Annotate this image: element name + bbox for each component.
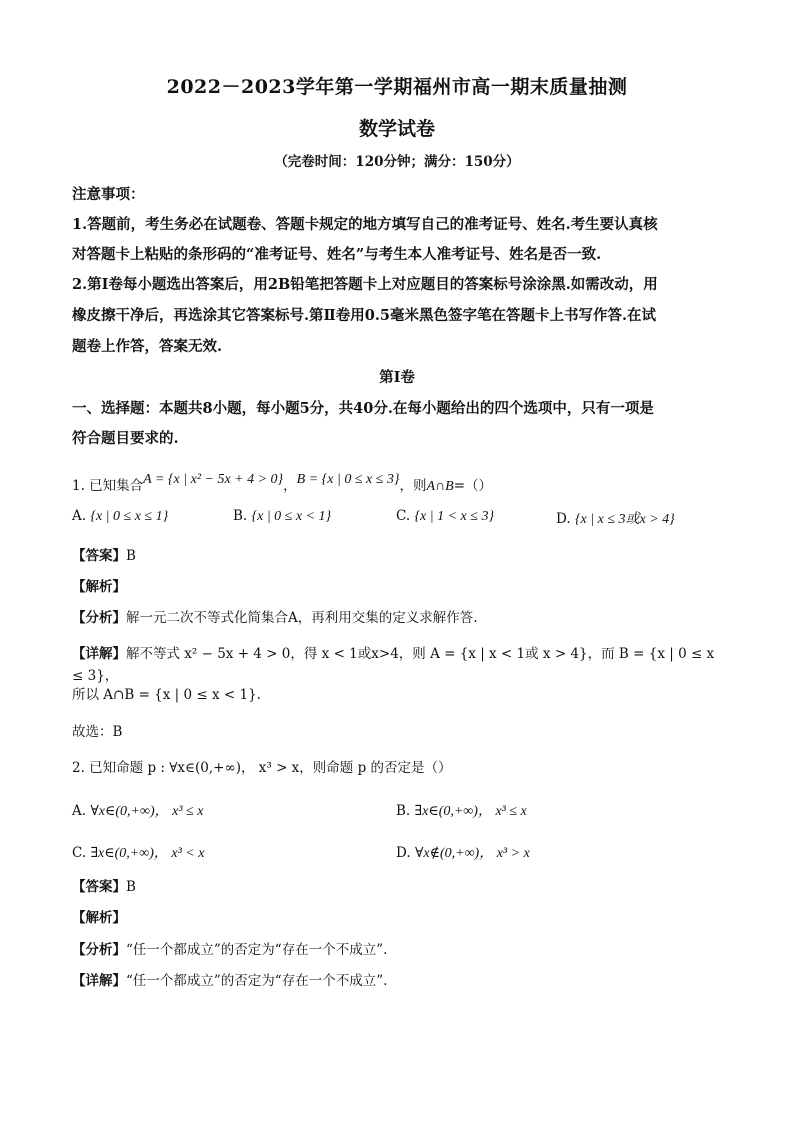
q1-option-d-label: D. — [556, 511, 571, 527]
q1-answer — [72, 545, 724, 567]
q2-option-c-text: ∃x∈(0,+∞)， x³ < x — [90, 846, 205, 861]
q1-option-b-text: {x | 0 ≤ x < 1} — [251, 509, 332, 524]
q1-xiangjie-line-1: 解不等式 x² − 5x + 4 > 0，得 x < 1或x>4，则 A = {x | x < 1或 x > 4}，而 B = {x | 0 ≤ x ≤ 3}， — [72, 646, 715, 684]
exam-info: （完卷时间：120分钟；满分：150分） — [274, 154, 520, 170]
q1-option-a-text: {x | 0 ≤ x ≤ 1} — [90, 509, 169, 524]
exam-title: 2022－2023学年第一学期福州市高一期末质量抽测 — [166, 76, 628, 98]
q1-option-b-label: B. — [233, 508, 248, 524]
q2-option-c-label: C. — [72, 845, 87, 861]
q1-option-a-label: A. — [72, 508, 87, 524]
q2-answer-tag: 【答案】 — [72, 879, 126, 895]
note-item-2-line-2: 橡皮擦干净后，再选涂其它答案标号.第Ⅱ卷用0.5毫米黑色签字笔在答题卡上书写作答.在试 — [72, 307, 657, 324]
q2-xiangjie-text: “任一个都成立”的否定为“存在一个不成立”. — [126, 973, 388, 989]
q1-option-c-text: {x | 1 < x ≤ 3} — [414, 509, 495, 524]
q2-analysis — [72, 907, 724, 929]
q2-xiangjie-tag: 【详解】 — [72, 973, 126, 989]
q1-set-b: B = {x | 0 ≤ x ≤ 3} — [296, 472, 400, 487]
notes-heading: 注意事项： — [72, 186, 145, 203]
q2-answer-value: B — [126, 879, 136, 895]
q1-stem — [72, 472, 724, 498]
q2-fenxi-text: “任一个都成立”的否定为“存在一个不成立”. — [126, 942, 388, 958]
q2-analysis-tag: 【解析】 — [72, 910, 126, 926]
q2-option-d-text: ∀x∉(0,+∞)， x³ > x — [414, 846, 530, 861]
note-item-2-line-3: 题卷上作答，答案无效. — [72, 338, 223, 355]
q2-option-d — [396, 842, 530, 862]
q2-stem: 2. 已知命题 p : ∀x∈(0,+∞)， x³ > x，则命题 p 的否定是（） — [72, 760, 452, 776]
q2-option-c — [72, 842, 204, 862]
q1-analysis-tag: 【解析】 — [72, 579, 126, 595]
note-item-2-line-1: 2.第Ⅰ卷每小题选出答案后，用2B铅笔把答题卡上对应题目的答案标号涂涂黑.如需改动，用 — [72, 276, 658, 293]
q1-option-c-label: C. — [396, 508, 411, 524]
q1-option-b — [233, 508, 331, 525]
q1-answer-value: B — [126, 548, 136, 564]
q2-option-b-text: ∃x∈(0,+∞)， x³ ≤ x — [414, 804, 527, 819]
q1-xiangjie-tag: 【详解】 — [72, 646, 126, 662]
q1-option-d — [556, 508, 675, 528]
q1-answer-tag: 【答案】 — [72, 548, 126, 564]
q1-xiangjie — [72, 643, 724, 687]
note-item-1-line-2: 对答题卡上粘贴的条形码的“准考证号、姓名”与考生本人准考证号、姓名是否一致. — [72, 246, 602, 263]
q2-option-b — [396, 800, 527, 820]
q2-option-d-label: D. — [396, 845, 411, 861]
q2-option-a-label: A. — [72, 803, 87, 819]
q2-xiangjie — [72, 970, 724, 992]
note-item-1-line-1: 1.答题前，考生务必在试题卷、答题卡规定的地方填写自己的准考证号、姓名.考生要认真核 — [72, 216, 658, 233]
section-1-line-1: 一、选择题：本题共8小题，每小题5分，共40分.在每小题给出的四个选项中，只有一项是 — [72, 400, 654, 417]
q1-option-a — [72, 508, 168, 525]
section-1-line-2: 符合题目要求的. — [72, 430, 179, 447]
q2-option-a-text: ∀x∈(0,+∞)， x³ ≤ x — [90, 804, 204, 819]
q1-sep: ， — [283, 478, 297, 494]
exam-subtitle: 数学试卷 — [358, 118, 435, 140]
q2-option-b-label: B. — [396, 803, 411, 819]
q1-analysis — [72, 576, 724, 598]
q1-option-d-text: {x | x ≤ 3或x > 4} — [574, 512, 675, 527]
q2-option-a — [72, 800, 203, 820]
q1-fenxi-tag: 【分析】 — [72, 610, 126, 626]
q1-choice: 故选：B — [72, 724, 123, 740]
part-1-heading: 第Ⅰ卷 — [379, 369, 415, 386]
q2-fenxi — [72, 939, 724, 961]
q1-option-c — [396, 508, 494, 525]
q1-stem-pre: 1. 已知集合 — [72, 478, 144, 494]
q1-set-a: A = {x | x² − 5x + 4 > 0} — [143, 472, 284, 487]
q1-expr: A∩B — [426, 479, 454, 494]
q2-answer — [72, 876, 724, 898]
q1-fenxi-text: 解一元二次不等式化简集合A，再利用交集的定义求解作答. — [126, 610, 478, 626]
q1-fenxi — [72, 607, 724, 629]
q2-fenxi-tag: 【分析】 — [72, 942, 126, 958]
q1-paren: =（） — [453, 478, 493, 494]
q1-stem-post: ，则 — [399, 478, 427, 494]
q1-xiangjie-line-2: 所以 A∩B = {x | 0 ≤ x < 1}. — [72, 687, 261, 703]
